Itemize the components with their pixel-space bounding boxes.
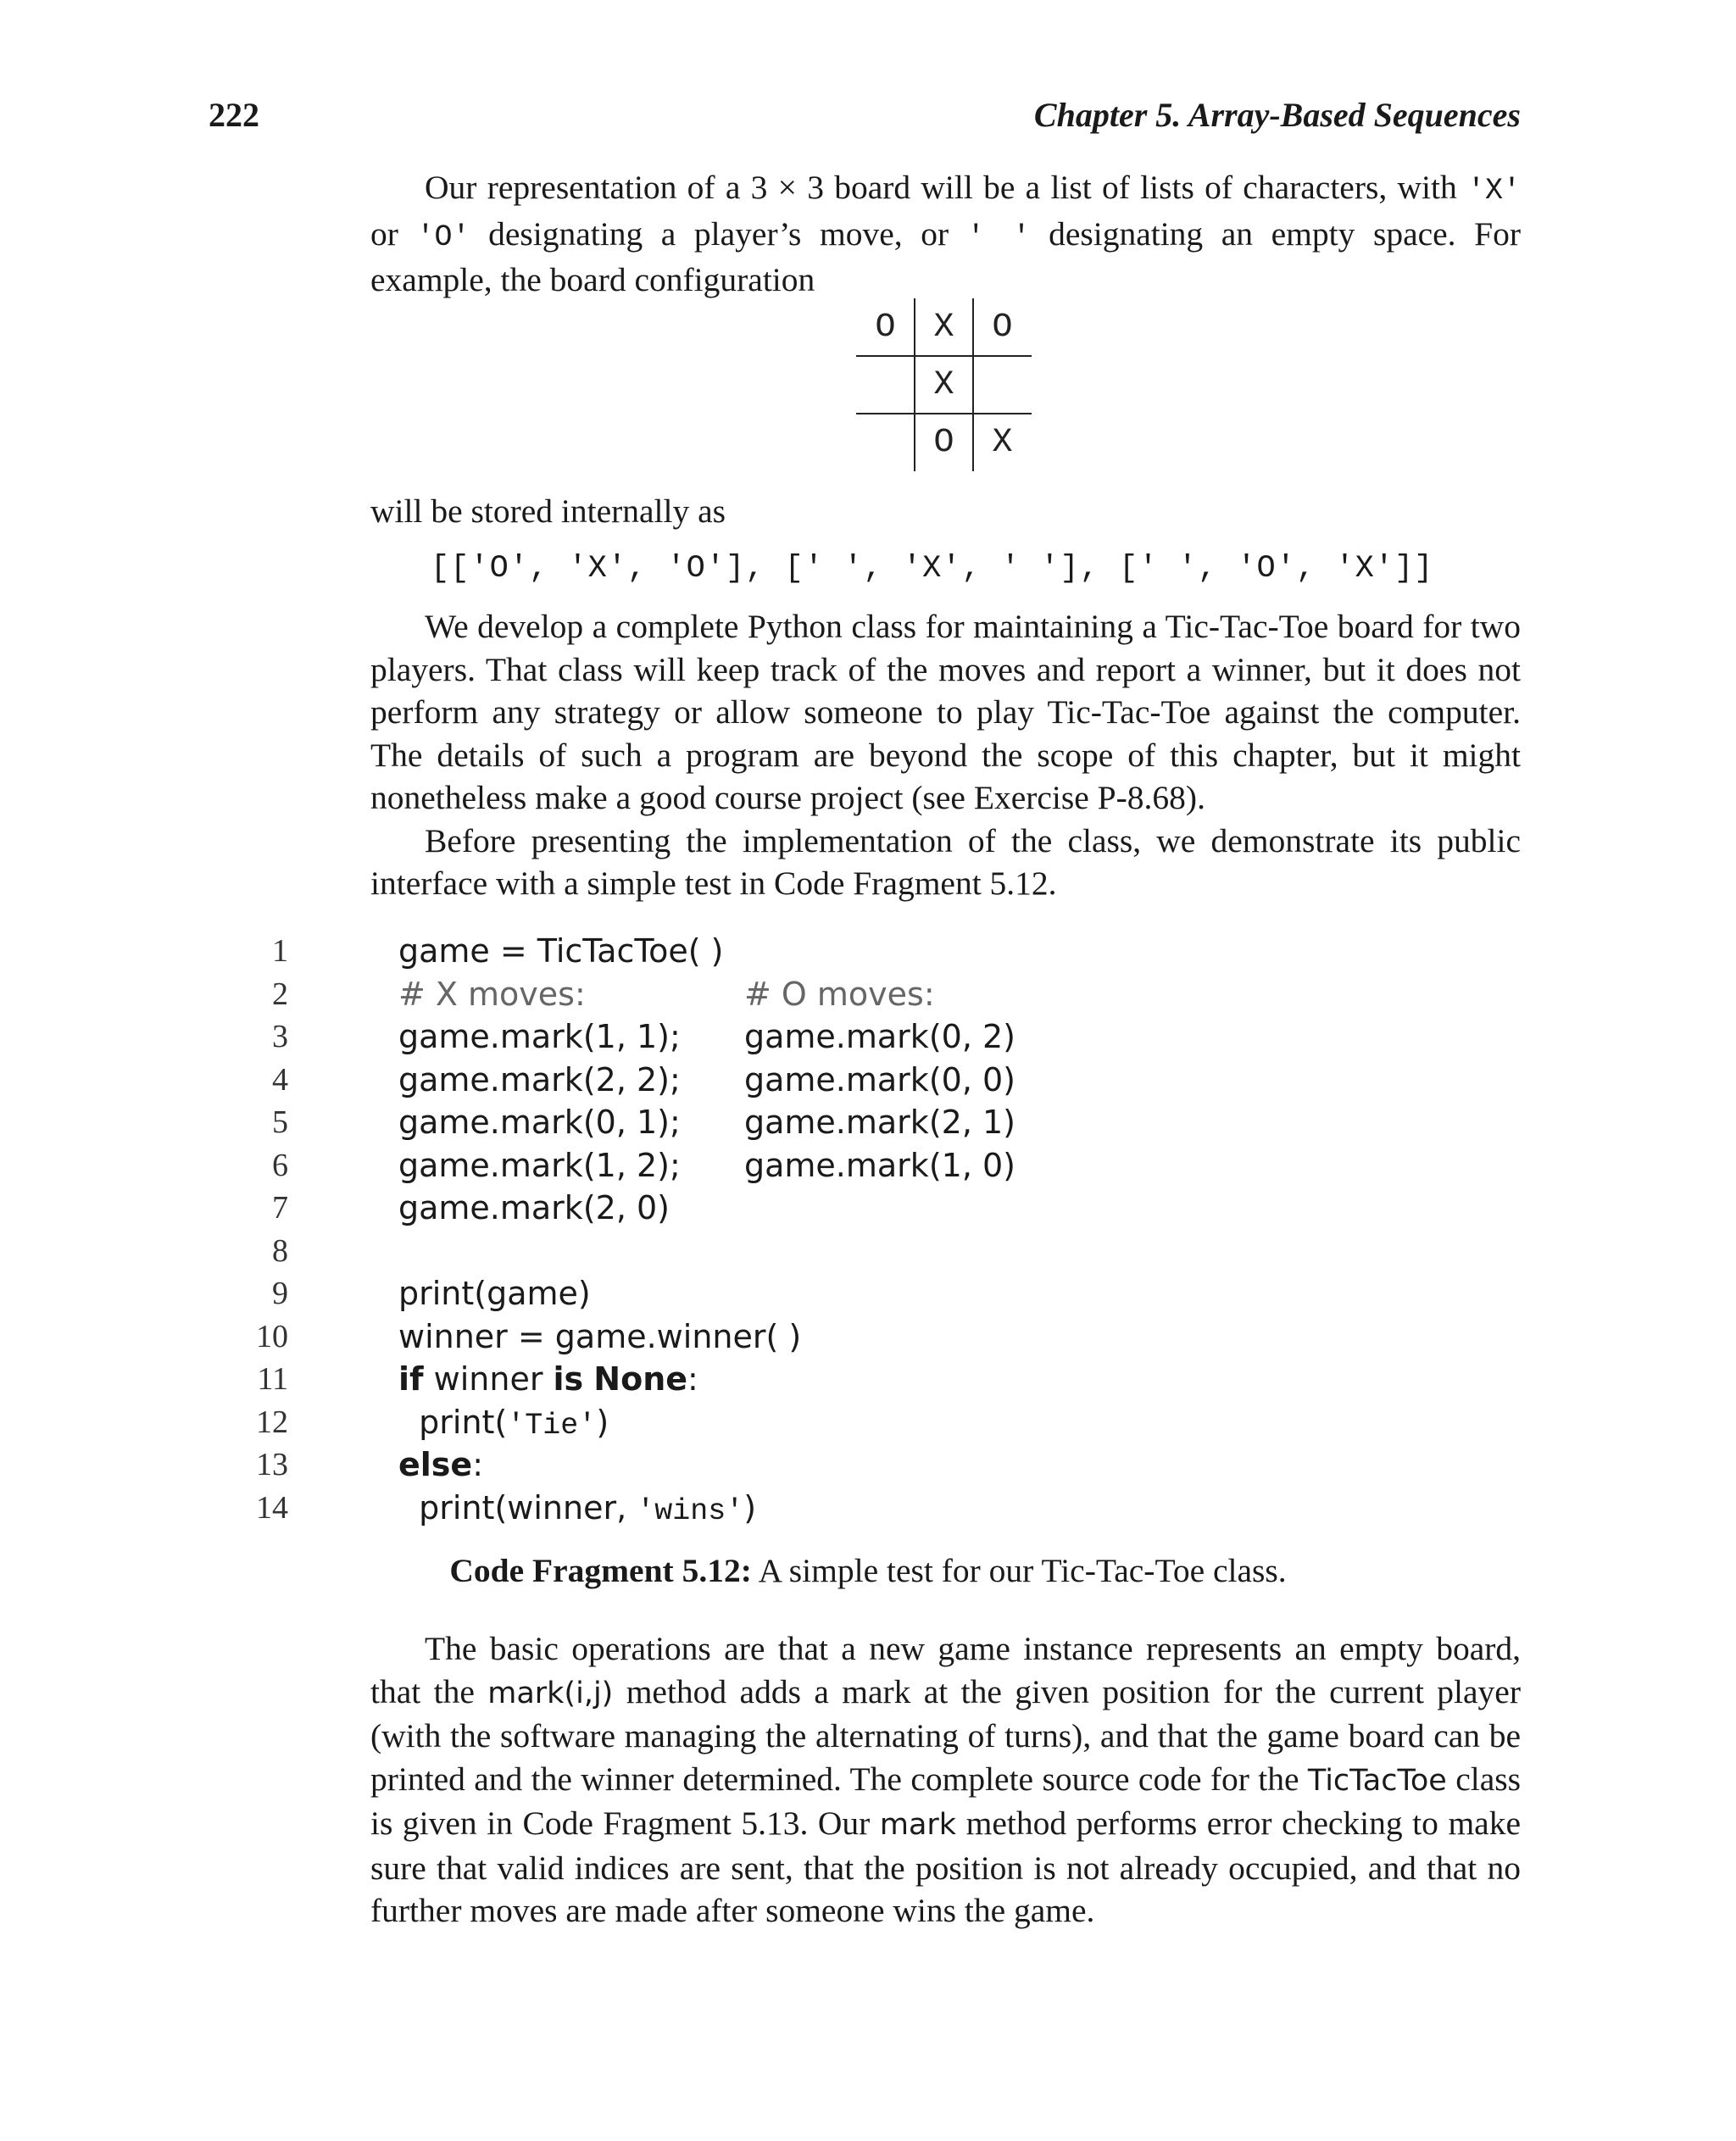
code-text: game.mark(1, 2); xyxy=(398,1146,681,1184)
develop-section xyxy=(370,605,1521,905)
line-number: 10 xyxy=(256,1318,288,1354)
code-text xyxy=(398,1358,698,1401)
intro-paragraph xyxy=(370,166,1521,302)
empty-char: ' ' xyxy=(966,220,1031,254)
board-cell: O xyxy=(992,308,1013,347)
line-number: 1 xyxy=(272,933,288,969)
board-cell xyxy=(856,414,915,471)
board-cell: O xyxy=(933,423,954,462)
or-word: or xyxy=(370,214,398,253)
code-text: print(game) xyxy=(398,1275,591,1312)
basic-text: method performs error checking to make sure that valid indices are sent, that the position is not already occupied, and that no further moves are made after someone wins the game. xyxy=(370,1805,1521,1929)
code-text xyxy=(398,1487,756,1533)
code-text: winner xyxy=(423,1360,554,1398)
board-cell: X xyxy=(933,308,954,347)
code-line xyxy=(272,1059,1221,1102)
line-number: 6 xyxy=(272,1147,288,1183)
line-number: 4 xyxy=(272,1061,288,1098)
code-text: ) xyxy=(743,1488,757,1527)
code-text: game.mark(0, 1); xyxy=(398,1104,681,1141)
line-number: 5 xyxy=(272,1104,288,1140)
tic-tac-toe-board xyxy=(856,298,1032,471)
code-line xyxy=(272,1015,1221,1059)
code-text: game.mark(2, 1) xyxy=(744,1104,1015,1141)
board-cell: X xyxy=(933,365,954,404)
code-text: print(winner, xyxy=(398,1488,637,1527)
stored-text: will be stored internally as xyxy=(370,492,726,530)
x-char: 'X' xyxy=(1466,174,1521,208)
basic-text: method adds a mark at the given position for the current player (with the software managing the alternating of turns), and that the game board can be printed and the winner determined. The complete source code for the xyxy=(370,1672,1521,1798)
line-number: 7 xyxy=(272,1190,288,1226)
inline-code: TicTacToe xyxy=(1307,1763,1447,1798)
string-literal: 'Tie' xyxy=(507,1408,597,1443)
code-line xyxy=(256,1401,1221,1444)
basic-text: class is given in Code Fragment 5.13. Our xyxy=(370,1760,1521,1842)
intro-text-3: designating an empty space. For example, the board configuration xyxy=(370,214,1522,298)
code-text: ) xyxy=(596,1403,609,1441)
code-space xyxy=(583,1360,593,1398)
line-number: 13 xyxy=(256,1447,288,1482)
board-cell: X xyxy=(992,423,1013,462)
keyword-none: None xyxy=(593,1360,688,1398)
code-line xyxy=(272,1144,1221,1187)
inline-code: mark xyxy=(879,1808,957,1842)
line-number: 9 xyxy=(272,1276,288,1311)
board-cell xyxy=(856,356,915,414)
code-line xyxy=(272,1187,1221,1230)
code-text: game = TicTacToe( ) xyxy=(398,932,724,970)
page-number: 222 xyxy=(209,96,259,134)
o-char: 'O' xyxy=(416,220,470,254)
code-line xyxy=(272,930,1221,973)
board-cell: O xyxy=(875,308,896,347)
line-number: 14 xyxy=(256,1489,288,1526)
code-line xyxy=(272,973,1221,1016)
board-cell xyxy=(973,356,1032,414)
code-line xyxy=(272,1272,1221,1315)
line-number: 3 xyxy=(272,1019,288,1054)
code-text: game.mark(0, 2) xyxy=(744,1018,1015,1055)
code-comment: # O moves: xyxy=(744,975,935,1013)
code-text: game.mark(2, 0) xyxy=(398,1189,670,1226)
code-line xyxy=(272,1230,1221,1273)
intro-text-2: designating a player’s move, or xyxy=(488,214,949,253)
caption-label: Code Fragment 5.12: xyxy=(449,1552,752,1589)
code-line xyxy=(256,1443,1221,1487)
keyword-else: else xyxy=(398,1446,473,1483)
develop-paragraph-1: We develop a complete Python class for maintaining a Tic-Tac-Toe board for two players. That class will keep track of the moves and report a winner, but it does not perform any strategy or allow someone to play Tic-Tac-Toe against the computer. The details of such a program are beyond the scope of this chapter, but it might nonetheless make a good course project (see Exercise P-8.68). xyxy=(370,608,1521,816)
code-text: print( xyxy=(398,1403,508,1441)
code-line xyxy=(257,1358,1221,1401)
code-comment: # X moves: xyxy=(398,975,586,1013)
basic-text: The basic operations are that a new game instance represents an empty board, that the xyxy=(370,1630,1521,1710)
code-caption xyxy=(0,1551,1736,1590)
keyword-is: is xyxy=(553,1360,584,1398)
code-line xyxy=(272,1101,1221,1144)
caption-text: A simple test for our Tic-Tac-Toe class. xyxy=(751,1552,1287,1589)
code-text: game.mark(0, 0) xyxy=(744,1060,1015,1098)
develop-paragraph-2: Before presenting the implementation of the class, we demonstrate its public interface with a simple test in Code Fragment 5.12. xyxy=(370,821,1521,902)
line-number: 12 xyxy=(256,1404,288,1440)
code-text: game.mark(2, 2); xyxy=(398,1060,681,1098)
line-number: 8 xyxy=(272,1232,288,1269)
list-literal: [['O', 'X', 'O'], [' ', 'X', ' '], [' ', 'O', 'X']] xyxy=(431,551,1434,587)
keyword-if: if xyxy=(398,1360,424,1398)
page-header xyxy=(209,95,1521,146)
line-number: 11 xyxy=(257,1361,288,1397)
code-line xyxy=(256,1487,1221,1530)
line-number: 2 xyxy=(272,976,288,1012)
code-text xyxy=(398,1443,483,1487)
code-text: game.mark(1, 1); xyxy=(398,1018,681,1055)
chapter-title: Chapter 5. Array-Based Sequences xyxy=(1033,96,1521,134)
code-text: winner = game.winner( ) xyxy=(398,1317,802,1355)
intro-text-1: Our representation of a 3 × 3 board will be a list of lists of characters, with xyxy=(425,169,1457,206)
code-fragment xyxy=(256,930,1221,1529)
code-colon: : xyxy=(472,1446,484,1483)
code-colon: : xyxy=(687,1360,698,1398)
basic-operations-paragraph xyxy=(370,1627,1521,1932)
code-text: game.mark(1, 0) xyxy=(744,1146,1015,1184)
code-line xyxy=(256,1315,1221,1359)
string-literal: 'wins' xyxy=(637,1493,744,1528)
code-text xyxy=(398,1401,609,1448)
inline-code: mark(i,j) xyxy=(487,1676,614,1710)
